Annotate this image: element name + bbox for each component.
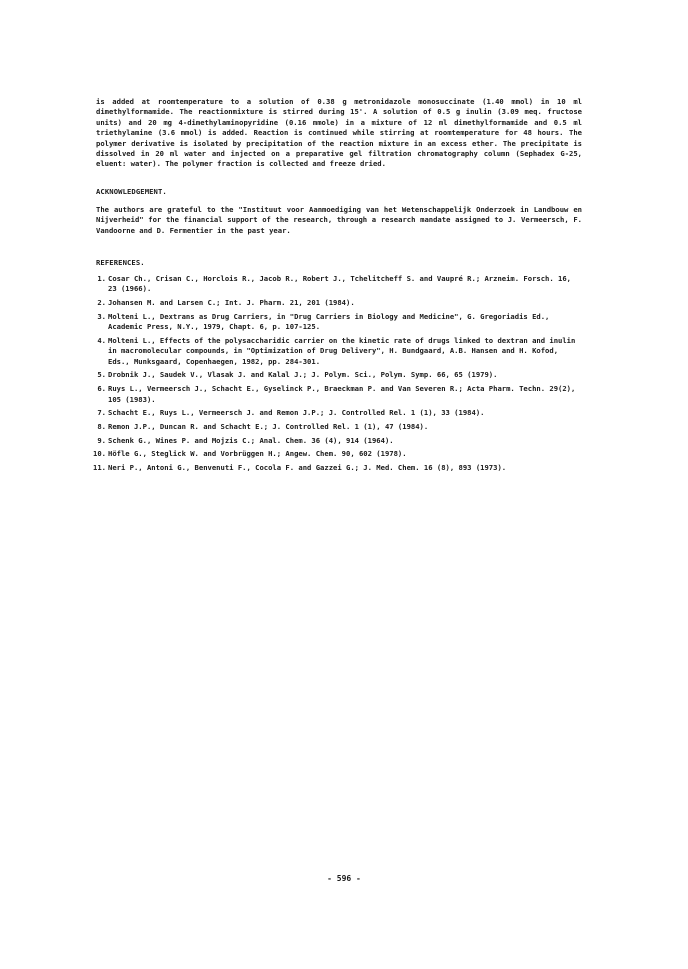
reference-text: Remon J.P., Duncan R. and Schacht E.; J. Controlled Rel. 1 (1), 47 (1984). [108, 421, 429, 431]
reference-number: 4. [97, 335, 106, 345]
reference-number: 5. [97, 370, 106, 380]
reference-text: Molteni L., Dextrans as Drug Carriers, in "Drug Carriers in Biology and Medicine", G. Gregoriadis Ed., Academic Press, N.Y., 1979, Chapt. 6, p. 107-125. [108, 311, 550, 332]
reference-text: Neri P., Antoni G., Benvenuti F., Cocola F. and Gazzei G.; J. Med. Chem. 16 (8), 893 (1973). [108, 463, 507, 473]
reference-text: Cosar Ch., Crisan C., Horclois R., Jacob R., Robert J., Tchelitcheff S. and Vaupré R.; Arzneim. Forsch. 16, 23 (1966). [108, 274, 572, 294]
references-heading: REFERENCES. [96, 258, 145, 267]
reference-text: Schenk G., Wines P. and Mojzis C.; Anal. Chem. 36 (4), 914 (1964). [108, 435, 394, 445]
reference-item [96, 408, 582, 418]
acknowledgement-heading: ACKNOWLEDGEMENT. [96, 187, 167, 196]
reference-item [96, 384, 582, 405]
reference-number: 1. [97, 274, 106, 283]
reference-text: Schacht E., Ruys L., Vermeersch J. and Remon J.P.; J. Controlled Rel. 1 (1), 33 (1984). [108, 408, 485, 418]
reference-number: 8. [97, 421, 106, 431]
reference-number: 3. [97, 311, 106, 321]
reference-text: Ruys L., Vermeersch J., Schacht E., Gyselinck P., Braeckman P. and Van Severen R.; Acta Pharm. Techn. 29(2), 105 (1983). [108, 384, 576, 404]
reference-number: 10. [93, 449, 106, 459]
reference-item [96, 422, 582, 432]
reference-text: Drobnik J., Saudek V., Vlasak J. and Kalal J.; J. Polym. Sci., Polym. Symp. 66, 65 (1979). [108, 370, 498, 380]
references-list [93, 274, 582, 473]
reference-number: 9. [97, 435, 106, 445]
reference-item [96, 370, 582, 380]
reference-text: Molteni L., Effects of the polysaccharidic carrier on the kinetic rate of drugs linked to dextran and inulin in macromolecular compounds, in "Optimization of Drug Delivery", H. Bundgaard, A.B. Hansen and H. Kofod, Eds., Munksgaard, Copenhaegen, 1982, pp. 284-301. [108, 335, 576, 366]
reference-item [96, 336, 582, 367]
reference-item [96, 436, 582, 446]
body-section [96, 97, 582, 170]
reference-item [93, 449, 582, 459]
reference-number: 11. [93, 463, 106, 473]
intro-paragraph: is added at roomtemperature to a solution of 0.38 g metronidazole monosuccinate (1.40 mmol) in 10 ml dimethylformamide. The reactionmixture is stirred during 15'. A solution of 0.5 g inulin (3.09 meq. fructose units) and 20 mg 4-dimethylaminopyridine (0.16 mmole) in a mixture of 12 ml dimethylformamide and 0.5 ml triethylamine (3.6 mmol) is added. Reaction is continued while stirring at roomtemperature for 48 hours. The polymer derivative is isolated by precipitation of the reaction mixture in an excess ether. The precipitate is dissolved in 20 ml water and injected on a preparative gel filtration chromatography column (Sephadex G-25, eluent: water). The polymer fraction is collected and freeze dried. [96, 97, 582, 169]
reference-number: 2. [97, 298, 106, 308]
reference-item [93, 463, 582, 473]
reference-item [96, 312, 582, 333]
reference-item [96, 298, 582, 308]
reference-text: Johansen M. and Larsen C.; Int. J. Pharm. 21, 201 (1984). [108, 298, 355, 308]
acknowledgement-text: The authors are grateful to the "Instituut voor Aanmoediging van het Wetenschappelijk Onderzoek in Landbouw en Nijverheid" for the financial support of the research, through a research mandate assigned to J. Vermeersch, F. Vandoorne and D. Fermentier in the past year. [96, 205, 582, 235]
reference-number: 7. [97, 408, 106, 418]
references-section [93, 258, 582, 477]
reference-number: 6. [97, 384, 106, 394]
acknowledgement-section [96, 187, 582, 236]
reference-text: Höfle G., Steglick W. and Vorbrüggen H.; Angew. Chem. 90, 602 (1978). [108, 449, 407, 459]
reference-item [96, 274, 582, 295]
page-number: - 596 - [327, 874, 361, 883]
